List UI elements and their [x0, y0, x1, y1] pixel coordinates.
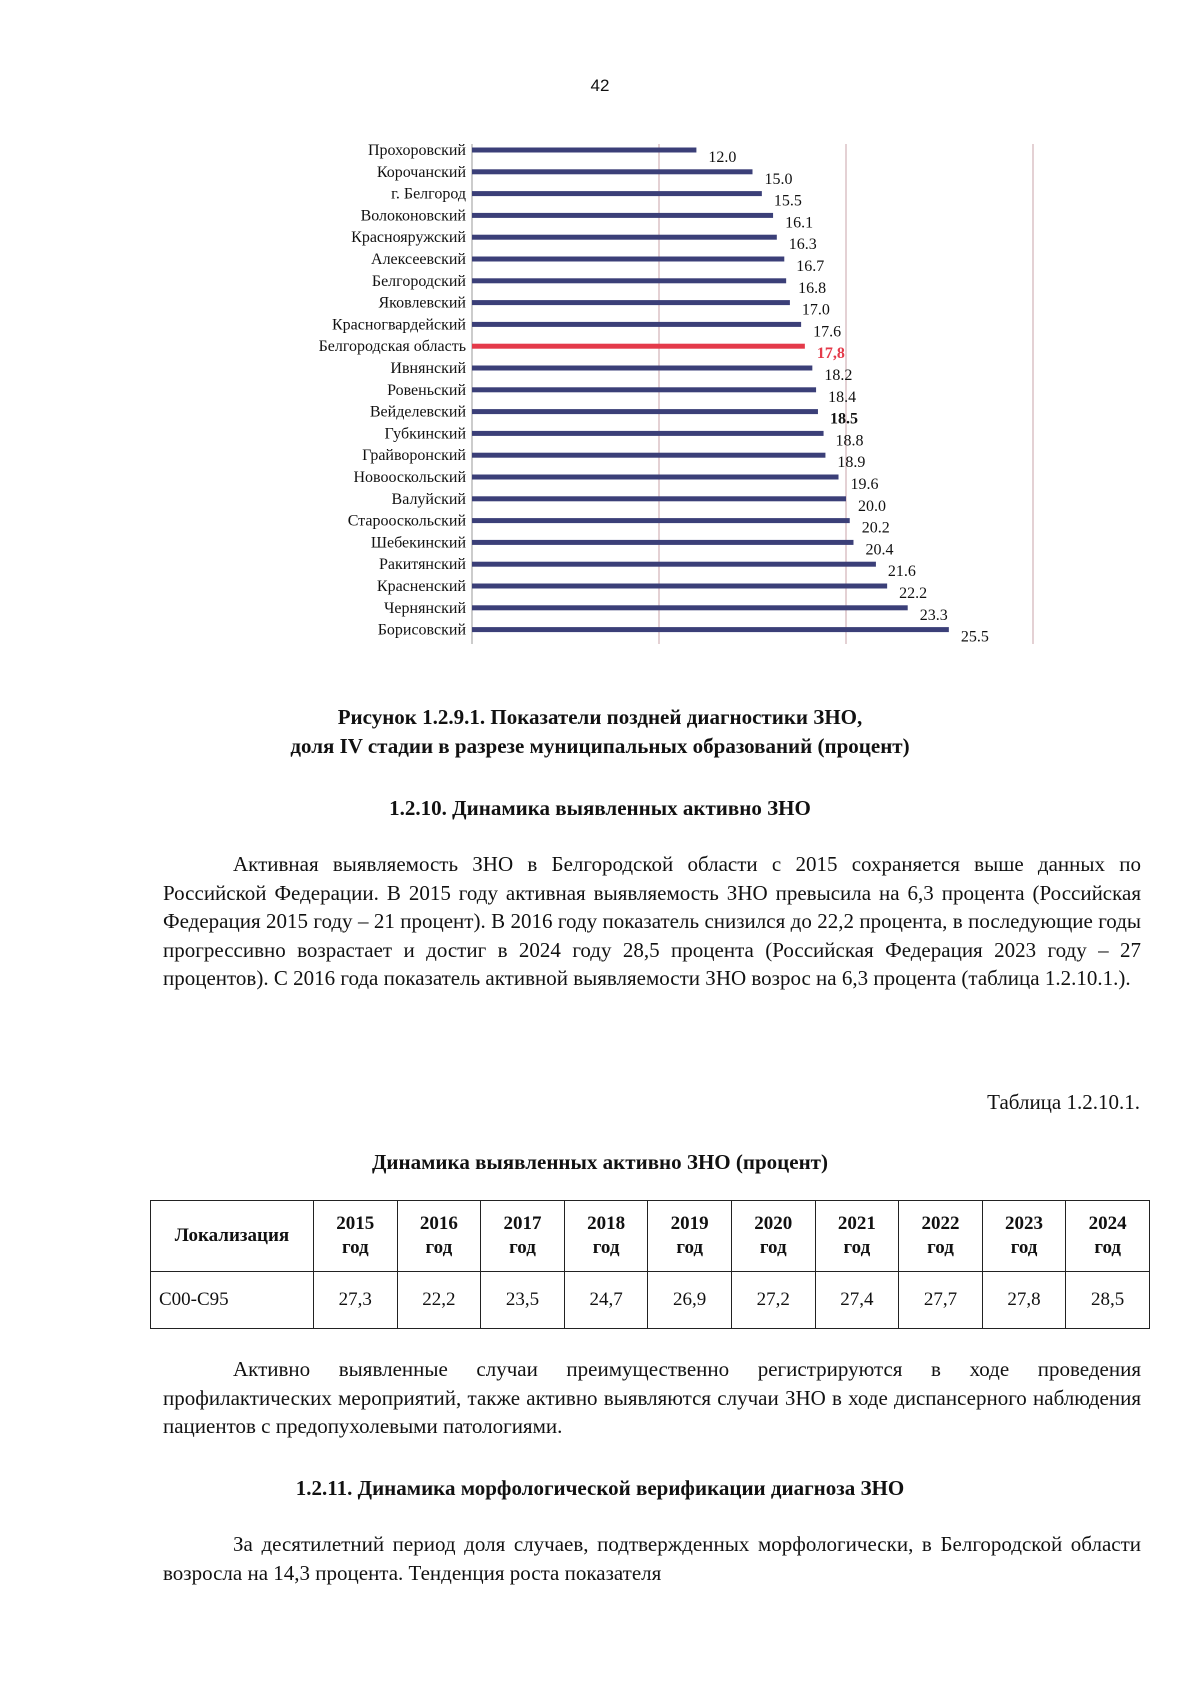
- bar: [472, 562, 876, 567]
- data-label: 20.2: [861, 519, 890, 537]
- late-diagnosis-bar-chart: [0, 130, 1200, 650]
- bar: [472, 453, 825, 458]
- bar: [472, 605, 908, 610]
- table-label: Таблица 1.2.10.1.: [987, 1090, 1140, 1114]
- header-year: 2019 год: [648, 1201, 732, 1272]
- category-label: Ракитянский: [378, 556, 466, 574]
- header-year: 2017 год: [481, 1201, 565, 1272]
- data-label: 17,8: [816, 345, 845, 363]
- header-year: 2018 год: [564, 1201, 648, 1272]
- bar: [472, 322, 801, 327]
- bar: [472, 169, 753, 174]
- data-label: 21.6: [887, 563, 916, 581]
- category-label: Белгородская область: [318, 338, 466, 356]
- data-label: 16.8: [798, 279, 827, 297]
- category-label: Прохоровский: [367, 142, 466, 159]
- category-label: Красногвардейский: [331, 316, 466, 334]
- bar: [472, 540, 853, 545]
- table-cell: 24,7: [564, 1272, 648, 1329]
- category-label: Губкинский: [384, 425, 466, 443]
- bar: [472, 627, 949, 632]
- table-cell: 27,4: [815, 1272, 899, 1329]
- bar: [472, 584, 887, 589]
- table-cell: 26,9: [648, 1272, 732, 1329]
- bar: [472, 366, 812, 371]
- table-header-row: [151, 1201, 1150, 1272]
- category-label: Корочанский: [376, 163, 466, 181]
- section-heading-1-2-10: 1.2.10. Динамика выявленных активно ЗНО: [389, 796, 811, 820]
- figure-caption: [150, 703, 1050, 761]
- data-label: 25.5: [960, 628, 989, 646]
- category-label: Волоконовский: [360, 207, 466, 225]
- data-label: 18.4: [828, 388, 857, 406]
- data-label: 17.6: [813, 323, 842, 341]
- figure-caption-line2: доля IV стадии в разрезе муниципальных образований (процент): [290, 734, 910, 758]
- table-cell: 27,8: [982, 1272, 1066, 1329]
- bar: [472, 496, 846, 501]
- table-cell: 22,2: [397, 1272, 481, 1329]
- category-label: Борисовский: [377, 621, 466, 639]
- table-cell: 27,2: [731, 1272, 815, 1329]
- data-label: 18.2: [824, 367, 853, 384]
- data-label: 19.6: [850, 476, 879, 493]
- data-label: 20.0: [858, 497, 886, 515]
- category-label: Алексеевский: [371, 251, 466, 268]
- table-cell: 23,5: [481, 1272, 565, 1329]
- data-label: 18.8: [835, 432, 864, 450]
- data-label: 16.7: [796, 258, 825, 275]
- header-year: 2016 год: [397, 1201, 481, 1272]
- section-1-2-11-paragraph: За десятилетний период доля случаев, подтвержденных морфологически, в Белгородской области возросла на 14,3 процента. Тенденция роста показателя: [163, 1532, 1141, 1585]
- bar: [472, 148, 696, 153]
- header-year: 2022 год: [899, 1201, 983, 1272]
- bar: [472, 300, 790, 305]
- bar: [472, 387, 816, 392]
- bar: [472, 257, 784, 262]
- category-label: Грайворонский: [362, 447, 466, 465]
- data-label: 12.0: [708, 149, 737, 166]
- category-label: Ровеньский: [387, 381, 466, 399]
- table-cell: 27,3: [314, 1272, 398, 1329]
- page-number: 42: [590, 76, 610, 95]
- header-year: 2021 год: [815, 1201, 899, 1272]
- category-label: Вейделевский: [369, 403, 466, 421]
- bar: [472, 213, 773, 218]
- header-year: 2015 год: [314, 1201, 398, 1272]
- category-label: Шебекинский: [370, 534, 466, 552]
- table-cell: 27,7: [899, 1272, 983, 1329]
- bar: [472, 431, 824, 436]
- section-heading-1-2-11: 1.2.11. Динамика морфологической верификации диагноза ЗНО: [295, 1476, 905, 1500]
- bar: [472, 475, 839, 480]
- header-year: 2023 год: [982, 1201, 1066, 1272]
- category-label: Белгородский: [371, 272, 466, 290]
- category-label: Новооскольский: [353, 469, 466, 486]
- bar: [472, 278, 786, 283]
- active-detection-table: [150, 1200, 1150, 1329]
- figure-caption-line1: Рисунок 1.2.9.1. Показатели поздней диагностики ЗНО,: [337, 705, 863, 729]
- bar: [472, 409, 818, 414]
- category-label: Яковлевский: [378, 294, 466, 312]
- category-label: Валуйский: [391, 490, 466, 508]
- category-label: г. Белгород: [391, 185, 466, 203]
- data-label: 20.4: [865, 541, 894, 559]
- category-label: Чернянский: [384, 599, 466, 617]
- bar: [472, 518, 850, 523]
- data-label: 18.9: [837, 454, 866, 472]
- table-cell: 28,5: [1066, 1272, 1150, 1329]
- category-label: Старооскольский: [347, 512, 466, 530]
- category-label: Краснояружский: [351, 229, 466, 247]
- category-label: Ивнянский: [390, 360, 466, 377]
- paragraph-after-table: Активно выявленные случаи преимущественно регистрируются в ходе проведения профилактических мероприятий, также активно выявляются случаи ЗНО в ходе диспансерного наблюдения пациентов с предопухолевыми патологиями.: [163, 1357, 1141, 1438]
- data-label: 18.5: [829, 410, 858, 428]
- data-label: 16.1: [785, 214, 814, 232]
- section-1-2-10-paragraph: Активная выявляемость ЗНО в Белгородской области с 2015 сохраняется выше данных по Российской Федерации. В 2015 году активная выявляемость ЗНО превысила на 6,3 процента (Российская Федерация 2015 году – 21 процент). В 2016 году показатель снизился до 22,2 процента, в последующие годы прогрессивно возрастает и достиг в 2024 году 28,5 процента (Российская Федерация 2023 году – 27 процентов). С 2016 года показатель активной выявляемости ЗНО возрос на 6,3 процента (таблица 1.2.10.1.).: [163, 852, 1141, 990]
- data-label: 17.0: [801, 301, 830, 319]
- row-localization: С00-С95: [151, 1272, 314, 1329]
- category-label: Красненский: [376, 578, 466, 595]
- data-label: 16.3: [788, 236, 817, 254]
- header-year: 2020 год: [731, 1201, 815, 1272]
- data-label: 15.5: [773, 192, 802, 210]
- table-title: Динамика выявленных активно ЗНО (процент): [371, 1150, 828, 1174]
- table-row: [151, 1272, 1150, 1329]
- bar: [472, 235, 777, 240]
- bar: [472, 344, 805, 349]
- data-label: 22.2: [899, 585, 928, 602]
- bar: [472, 191, 762, 196]
- header-year: 2024 год: [1066, 1201, 1150, 1272]
- header-localization: Локализация: [151, 1201, 314, 1272]
- data-label: 15.0: [764, 170, 793, 188]
- data-label: 23.3: [919, 606, 948, 624]
